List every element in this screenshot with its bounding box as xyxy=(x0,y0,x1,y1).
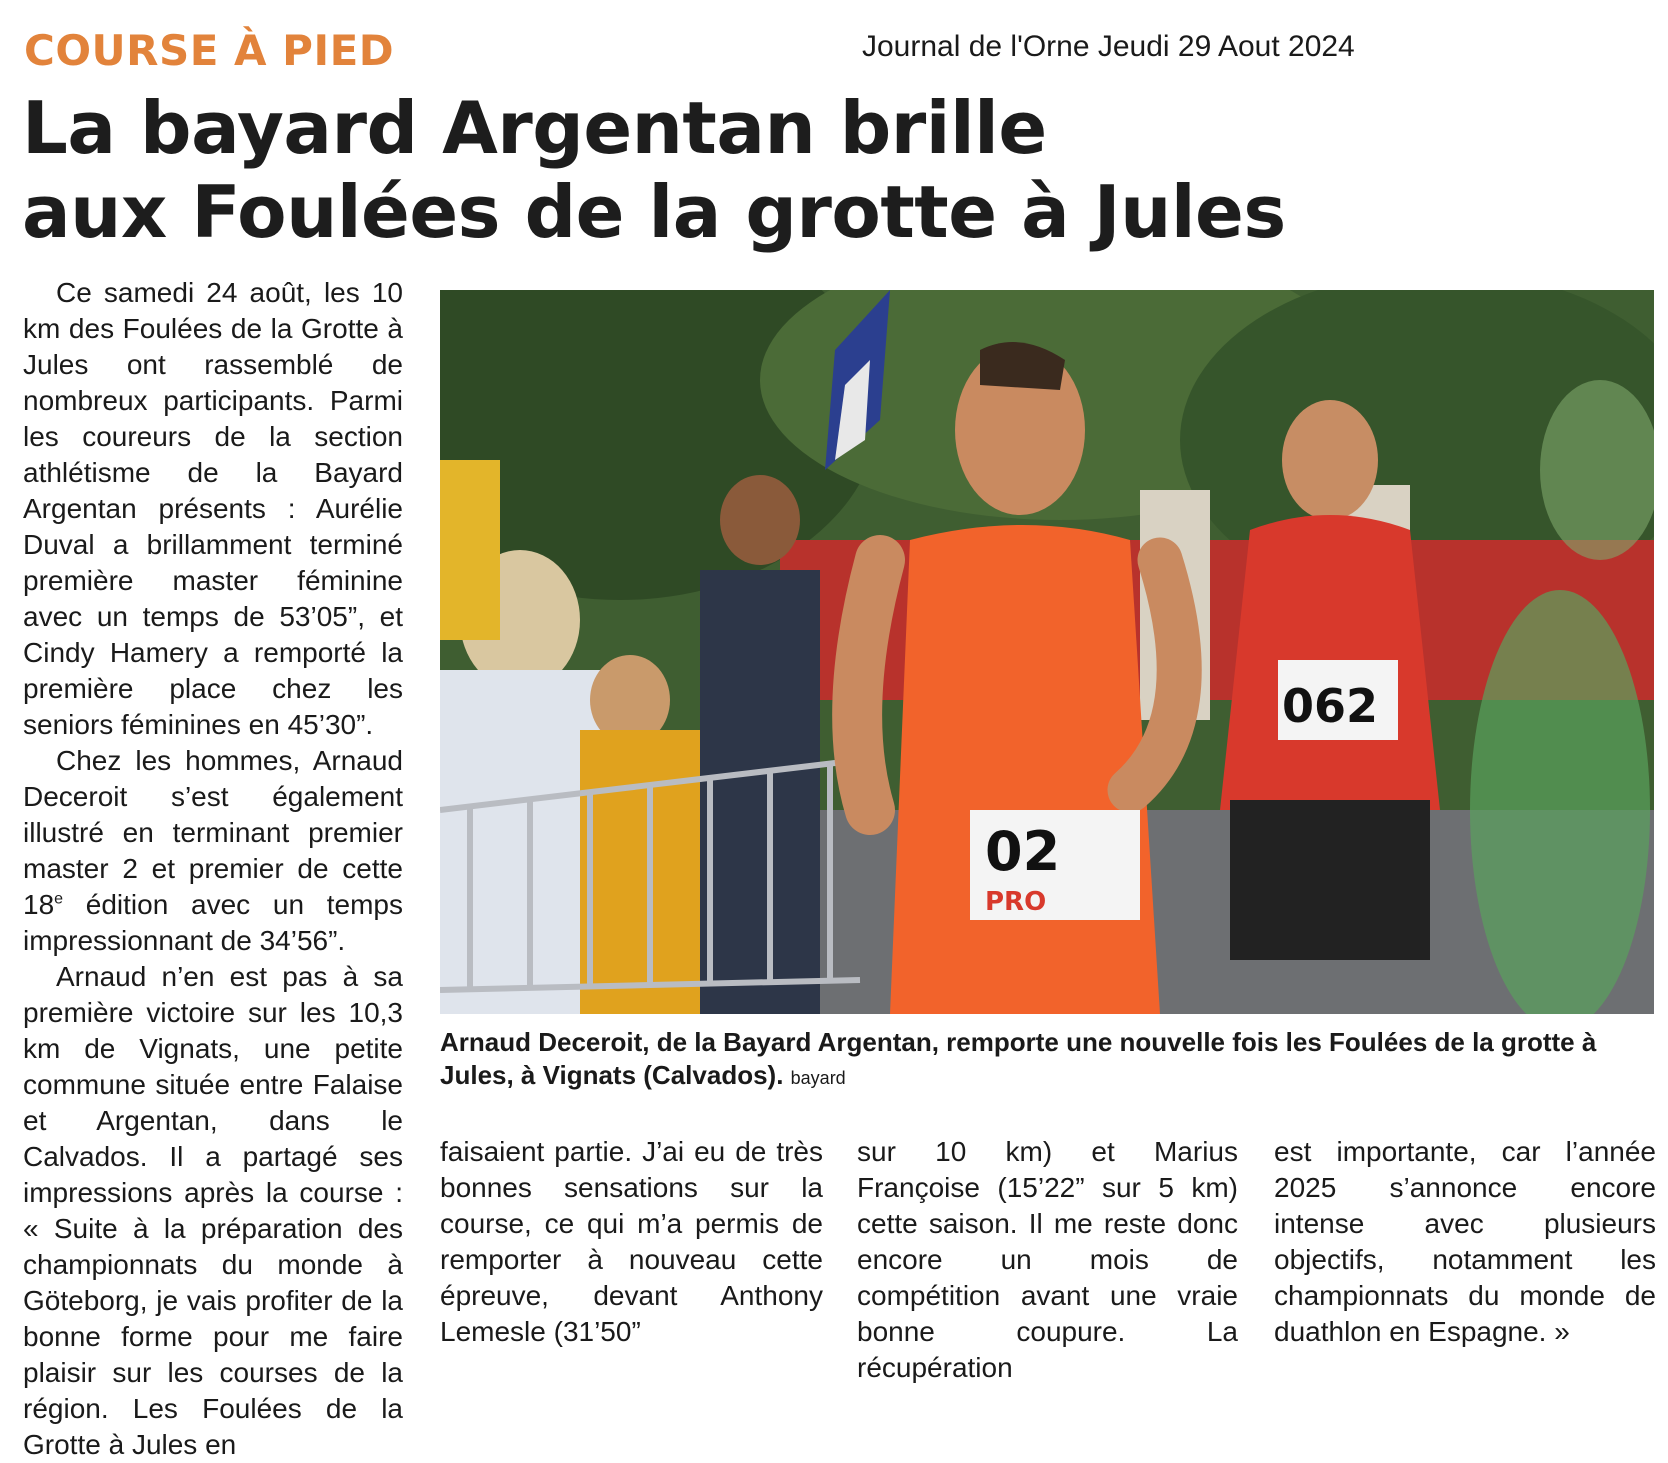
article-column-3 xyxy=(857,1134,1238,1386)
column-3-text: sur 10 km) et Marius Françoise (15’22” sur 5 km) cette saison. Il me reste donc encore un mois de compétition avant une vraie bonne coupure. La récupération xyxy=(857,1136,1238,1383)
column-2-text: faisaient partie. J’ai eu de très bonnes sensations sur la course, ce qui m’a permis de remporter à nouveau cette épreuve, devant Anthony Lemesle (31’50” xyxy=(440,1136,823,1347)
caption-text: Arnaud Deceroit, de la Bayard Argentan, remporte une nouvelle fois les Foulées de la grotte à Jules, à Vignats (Calvados). xyxy=(440,1027,1597,1090)
bib-back-number: 062 xyxy=(1282,679,1379,733)
photo-illustration xyxy=(440,290,1654,1014)
article-column-4 xyxy=(1274,1134,1656,1350)
paragraph-1: Ce samedi 24 août, les 10 km des Foulées de la Grotte à Jules ont rassemblé de nombreux participants. Parmi les coureurs de la section athlétisme de la Bayard Argentan présents : Aurélie Duval a brillamment terminé première master féminine avec un temps de 53’05”, et Cindy Hamery a remporté la première place chez les seniors féminines en 45’30”. xyxy=(23,277,403,740)
photo-caption xyxy=(440,1026,1655,1095)
article-column-2 xyxy=(440,1134,823,1350)
headline-line-1: La bayard Argentan brille xyxy=(22,86,1047,170)
paragraph-2-text-a: Chez les hommes, Arnaud Deceroit s’est également illustré en terminant premier master 2 et premier de cette 18 xyxy=(23,745,403,920)
article-column-1 xyxy=(23,275,403,1463)
bib-sponsor: PRO xyxy=(985,887,1047,917)
section-kicker: COURSE À PIED xyxy=(24,26,395,75)
photo-credit: bayard xyxy=(790,1068,846,1088)
column-4-text: est importante, car l’année 2025 s’annonce encore intense avec plusieurs objectifs, notamment les championnats du monde de duathlon en Espagne. » xyxy=(1274,1136,1656,1347)
headline xyxy=(22,86,1322,254)
article-photo xyxy=(440,290,1654,1014)
paragraph-2-text-b: édition avec un temps impressionnant de 34’56”. xyxy=(23,889,403,956)
bib-front-number: 02 xyxy=(985,820,1061,883)
paragraph-3: Arnaud n’en est pas à sa première victoire sur les 10,3 km de Vignats, une petite commune située entre Falaise et Argentan, dans le Calvados. Il a partagé ses impressions après la course : « Suite à la préparation des championnats du monde à Göteborg, je vais profiter de la bonne forme pour me faire plaisir sur les courses de la région. Les Foulées de la Grotte à Jules en xyxy=(23,961,403,1460)
source-date: Journal de l'Orne Jeudi 29 Aout 2024 xyxy=(862,30,1355,63)
ordinal-suffix: e xyxy=(54,890,64,908)
paragraph-2 xyxy=(23,743,403,959)
headline-line-2: aux Foulées de la grotte à Jules xyxy=(22,170,1286,254)
